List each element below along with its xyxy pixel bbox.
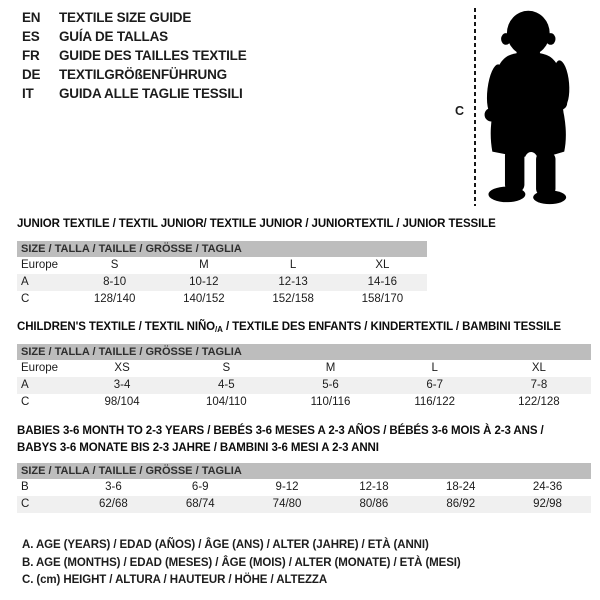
table-row-age	[17, 377, 591, 394]
age-cell: 14-16	[367, 276, 398, 288]
height-cell: 116/122	[414, 396, 456, 408]
height-cell: 74/80	[272, 498, 302, 510]
height-cell: 122/128	[518, 396, 560, 408]
lang-code-it: IT	[22, 86, 34, 101]
junior-table-title: JUNIOR TEXTILE / TEXTIL JUNIOR/ TEXTILE JUNIOR / JUNIORTEXTIL / JUNIOR TESSILE	[17, 218, 496, 230]
table-row-height	[17, 496, 591, 513]
size-cell: M	[325, 362, 336, 374]
age-cell: 5-6	[322, 379, 339, 391]
junior-table-rows	[17, 257, 427, 308]
size-cell: L	[431, 362, 438, 374]
title-row-fr	[22, 46, 247, 65]
height-cell: 92/98	[533, 498, 562, 510]
toddler-silhouette-icon	[482, 4, 594, 208]
height-cell: 86/92	[446, 498, 476, 510]
size-header-band: SIZE / TALLA / TAILLE / GRÖSSE / TAGLIA	[17, 344, 591, 360]
babies-table-rows	[17, 479, 591, 513]
age-cell: 6-7	[426, 379, 444, 391]
row-label: B	[21, 481, 29, 493]
footnotes	[22, 537, 461, 590]
age-cell: 24-36	[532, 481, 563, 493]
height-cell: 104/110	[205, 396, 247, 408]
title-text-en: TEXTILE SIZE GUIDE	[59, 10, 192, 25]
row-label: C	[21, 498, 30, 510]
height-cell: 140/152	[183, 293, 225, 305]
size-cell: L	[289, 259, 297, 271]
size-header-band: SIZE / TALLA / TAILLE / GRÖSSE / TAGLIA	[17, 463, 591, 479]
lang-code-fr: FR	[22, 48, 40, 63]
table-row-age-months	[17, 479, 591, 496]
children-size-table	[17, 344, 591, 411]
title-row-it	[22, 84, 247, 103]
table-row-age	[17, 274, 427, 291]
age-cell: 12-18	[359, 481, 389, 493]
title-row-en	[22, 8, 247, 27]
children-title-suffix: / TEXTILE DES ENFANTS / KINDERTEXTIL / BAMBINI TESSILE	[222, 321, 561, 333]
age-cell: 6-9	[191, 481, 209, 493]
babies-title-line1: BABIES 3-6 MONTH TO 2-3 YEARS / BEBÉS 3-6 MESES A 2-3 AÑOS / BÉBÉS 3-6 MOIS À 2-3 ANS /	[17, 425, 544, 437]
title-row-es	[22, 27, 247, 46]
lang-code-en: EN	[22, 10, 41, 25]
size-header-band: SIZE / TALLA / TAILLE / GRÖSSE / TAGLIA	[17, 241, 427, 257]
height-measure-label: C	[455, 104, 465, 118]
title-text-it: GUIDA ALLE TAGLIE TESSILI	[59, 86, 243, 101]
size-cell: XL	[375, 259, 390, 271]
lang-code-es: ES	[22, 29, 40, 44]
junior-size-table	[17, 241, 427, 308]
size-cell: XS	[114, 362, 130, 374]
babies-title-line2: BABYS 3-6 MONATE BIS 2-3 JAHRE / BAMBINI 3-6 MESI A 2-3 ANNI	[17, 442, 379, 454]
height-cell: 110/116	[310, 396, 351, 408]
age-cell: 3-4	[113, 379, 131, 391]
children-title-prefix: CHILDREN'S TEXTILE / TEXTIL NIÑO	[17, 321, 216, 333]
table-row-europe	[17, 257, 427, 274]
age-cell: 12-13	[278, 276, 308, 288]
footnote-b: B. AGE (MONTHS) / EDAD (MESES) / ÂGE (MOIS) / ALTER (MONATE) / ETÀ (MESI)	[22, 556, 461, 569]
height-cell: 68/74	[185, 498, 215, 510]
title-block	[22, 8, 247, 103]
row-label: C	[21, 293, 30, 305]
age-cell: 9-12	[275, 481, 299, 493]
row-label: A	[21, 379, 29, 391]
age-cell: 18-24	[446, 481, 476, 493]
children-title-subscript: /A	[215, 325, 223, 334]
table-row-height	[17, 394, 591, 411]
height-cell: 152/158	[272, 293, 314, 305]
children-table-rows	[17, 360, 591, 411]
size-cell: S	[110, 259, 119, 271]
footnote-c: C. (cm) HEIGHT / ALTURA / HAUTEUR / HÖHE / ALTEZZA	[22, 574, 328, 586]
size-cell: XL	[531, 362, 546, 374]
height-cell: 80/86	[359, 498, 389, 510]
row-label: C	[21, 396, 30, 408]
babies-size-table	[17, 463, 591, 513]
title-text-de: TEXTILGRÖßENFÜHRUNG	[59, 67, 227, 82]
row-label: Europe	[21, 259, 59, 271]
footnote-a: A. AGE (YEARS) / EDAD (AÑOS) / ÂGE (ANS) / ALTER (JAHRE) / ETÀ (ANNI)	[22, 539, 429, 551]
height-cell: 62/68	[99, 498, 128, 510]
height-cell: 158/170	[361, 293, 404, 305]
table-row-europe	[17, 360, 591, 377]
size-cell: M	[199, 259, 209, 271]
size-cell: S	[222, 362, 231, 374]
babies-table-title	[17, 423, 544, 457]
height-cell: 98/104	[104, 396, 140, 408]
row-label: Europe	[21, 362, 59, 374]
age-cell: 4-5	[217, 379, 235, 391]
age-cell: 3-6	[105, 481, 122, 493]
row-label: A	[21, 276, 29, 288]
age-cell: 10-12	[189, 276, 219, 288]
height-dashed-line	[474, 8, 476, 206]
children-table-title	[17, 319, 561, 338]
height-cell: 128/140	[93, 293, 136, 305]
title-text-fr: GUIDE DES TAILLES TEXTILE	[59, 48, 247, 63]
title-text-es: GUÍA DE TALLAS	[59, 29, 168, 44]
age-cell: 7-8	[530, 379, 548, 391]
table-row-height	[17, 291, 427, 308]
title-row-de	[22, 65, 247, 84]
age-cell: 8-10	[103, 276, 127, 288]
lang-code-de: DE	[22, 67, 41, 82]
